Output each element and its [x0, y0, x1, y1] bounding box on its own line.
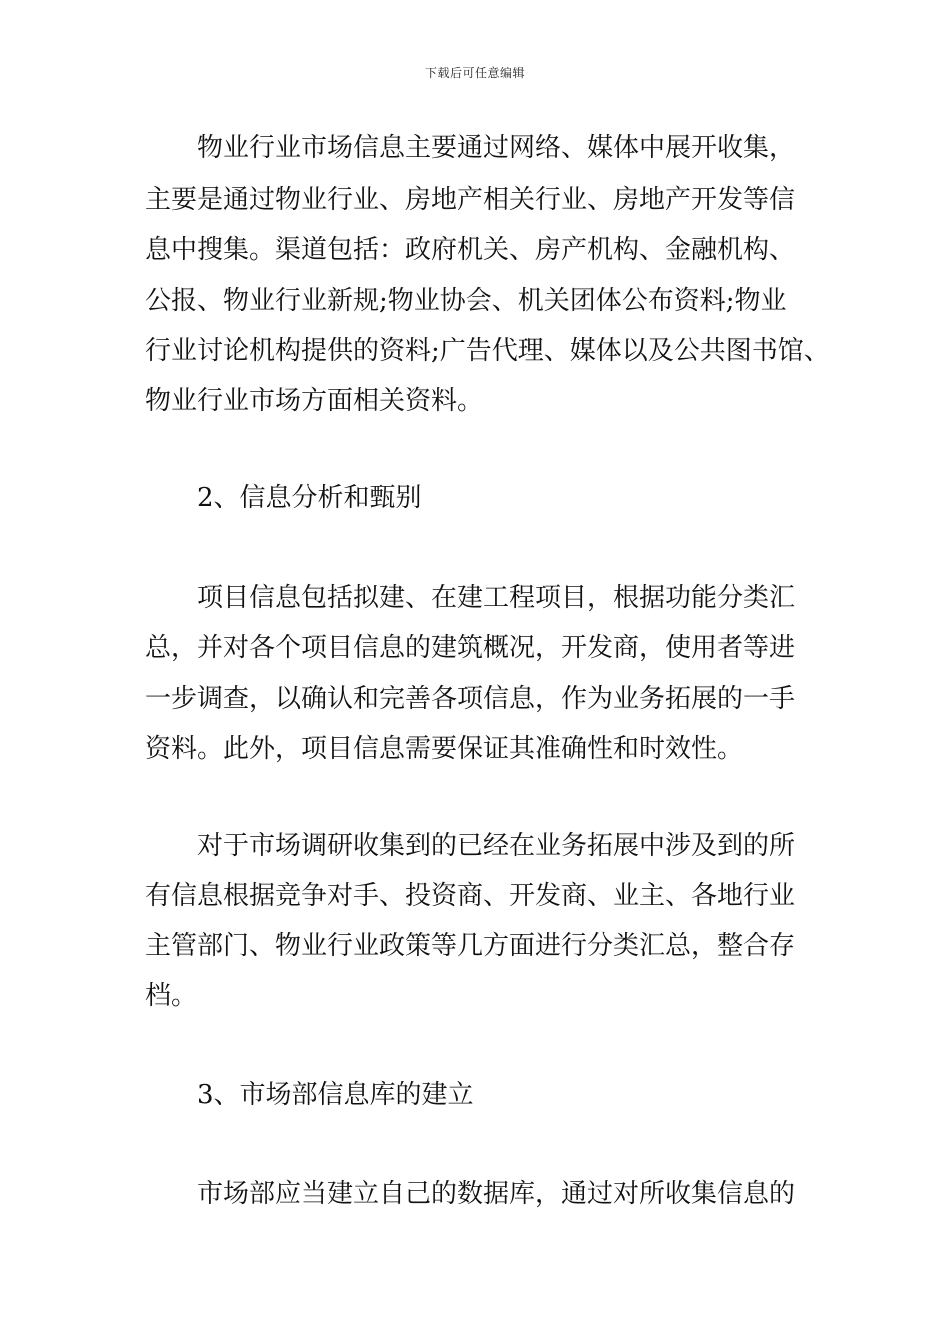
header-note: 下载后可任意编辑: [424, 66, 525, 80]
paragraph-1-line-3: 息中搜集。渠道包括：政府机关、房产机构、金融机构、: [145, 235, 796, 265]
paragraph-1-line-5: 行业讨论机构提供的资料;广告代理、媒体以及公共图书馆、: [145, 336, 830, 366]
paragraph-4-line-1: 市场部应当建立自己的数据库，通过对所收集信息的: [197, 1179, 796, 1209]
paragraph-3-line-2: 有信息根据竞争对手、投资商、开发商、业主、各地行业: [145, 881, 796, 911]
paragraph-3-line-4: 档。: [145, 981, 198, 1011]
paragraph-1-line-1: 物业行业市场信息主要通过网络、媒体中展开收集，: [197, 133, 796, 163]
section-heading-2: 2、信息分析和甄别: [197, 483, 422, 513]
paragraph-1-line-2: 主要是通过物业行业、房地产相关行业、房地产开发等信: [145, 185, 796, 215]
paragraph-1-line-4: 公报、物业行业新规;物业协会、机关团体公布资料;物业: [145, 286, 787, 316]
paragraph-2-line-1: 项目信息包括拟建、在建工程项目，根据功能分类汇: [197, 583, 796, 613]
section-heading-3: 3、市场部信息库的建立: [197, 1080, 474, 1110]
paragraph-3-line-1: 对于市场调研收集到的已经在业务拓展中涉及到的所: [197, 831, 796, 861]
paragraph-3-line-3: 主管部门、物业行业政策等几方面进行分类汇总，整合存: [145, 931, 796, 961]
paragraph-1-line-6: 物业行业市场方面相关资料。: [145, 386, 484, 416]
paragraph-2-line-2: 总，并对各个项目信息的建筑概况，开发商，使用者等进: [145, 633, 796, 663]
paragraph-2-line-3: 一步调查，以确认和完善各项信息，作为业务拓展的一手: [145, 684, 796, 714]
paragraph-2-line-4: 资料。此外，项目信息需要保证其准确性和时效性。: [145, 734, 744, 764]
